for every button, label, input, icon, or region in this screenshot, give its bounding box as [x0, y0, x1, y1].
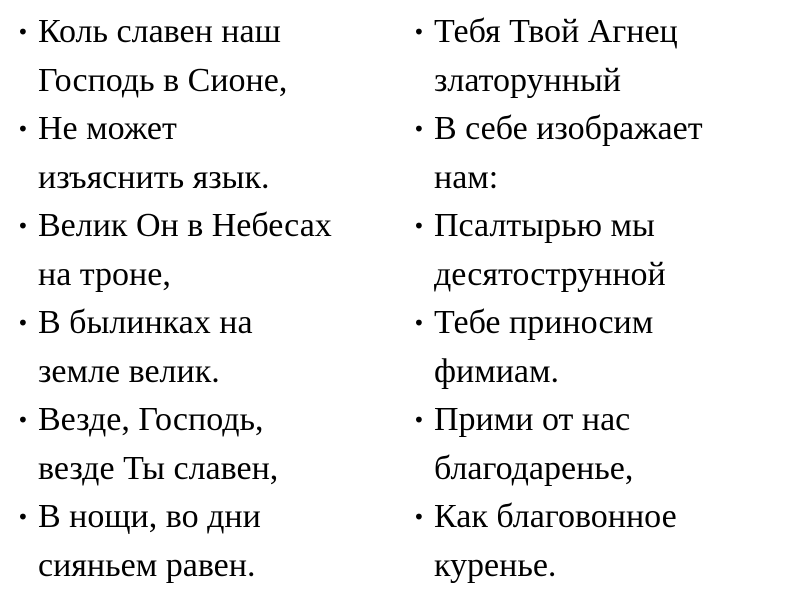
verse-item: [410, 8, 790, 105]
verse-item: [410, 493, 790, 590]
bullet-marker: •: [413, 311, 425, 335]
verse-line: В былинках на: [38, 304, 253, 341]
verse-line: нам:: [434, 158, 499, 196]
verse-line: златорунный: [434, 61, 621, 99]
verse-line: благодаренье,: [434, 449, 634, 487]
verse-item: [14, 299, 394, 396]
verse-item: [14, 105, 394, 202]
verse-line: Везде, Господь,: [38, 401, 264, 438]
bullet-marker: •: [17, 505, 29, 529]
verse-line: Как благовонное: [434, 498, 677, 535]
verse-line: сияньем равен.: [38, 546, 256, 584]
verse-item: [410, 299, 790, 396]
verse-item: [14, 202, 394, 299]
bullet-marker: •: [17, 408, 29, 432]
verse-line: Тебе приносим: [434, 304, 654, 341]
verse-line: Велик Он в Небесах: [38, 207, 332, 244]
verse-line: Коль славен наш: [38, 13, 281, 50]
verse-line: везде Ты славен,: [38, 449, 279, 487]
right-verse-column: [410, 8, 790, 590]
bullet-marker: •: [17, 311, 29, 335]
bullet-marker: •: [17, 20, 29, 44]
verse-line: куренье.: [434, 546, 557, 584]
bullet-marker: •: [413, 20, 425, 44]
verse-line: Псалтырью мы: [434, 207, 655, 244]
verse-line: десятострунной: [434, 255, 666, 293]
verse-line: Господь в Сионе,: [38, 61, 288, 99]
verse-line: земле велик.: [38, 352, 220, 390]
left-verse-column: [14, 8, 394, 590]
bullet-marker: •: [413, 505, 425, 529]
verse-item: [14, 396, 394, 493]
verse-line: на троне,: [38, 255, 171, 293]
bullet-marker: •: [17, 214, 29, 238]
verse-item: [14, 493, 394, 590]
verse-line: Не может: [38, 110, 177, 147]
verse-line: фимиам.: [434, 352, 560, 390]
verse-line: Тебя Твой Агнец: [434, 13, 678, 50]
verse-line: В нощи, во дни: [38, 498, 261, 535]
verse-item: [14, 8, 394, 105]
verse-line: В себе изображает: [434, 110, 703, 147]
bullet-marker: •: [17, 117, 29, 141]
verse-item: [410, 105, 790, 202]
bullet-marker: •: [413, 214, 425, 238]
verse-line: изъяснить язык.: [38, 158, 270, 196]
bullet-marker: •: [413, 408, 425, 432]
verse-line: Прими от нас: [434, 401, 631, 438]
verse-item: [410, 396, 790, 493]
verse-item: [410, 202, 790, 299]
bullet-marker: •: [413, 117, 425, 141]
